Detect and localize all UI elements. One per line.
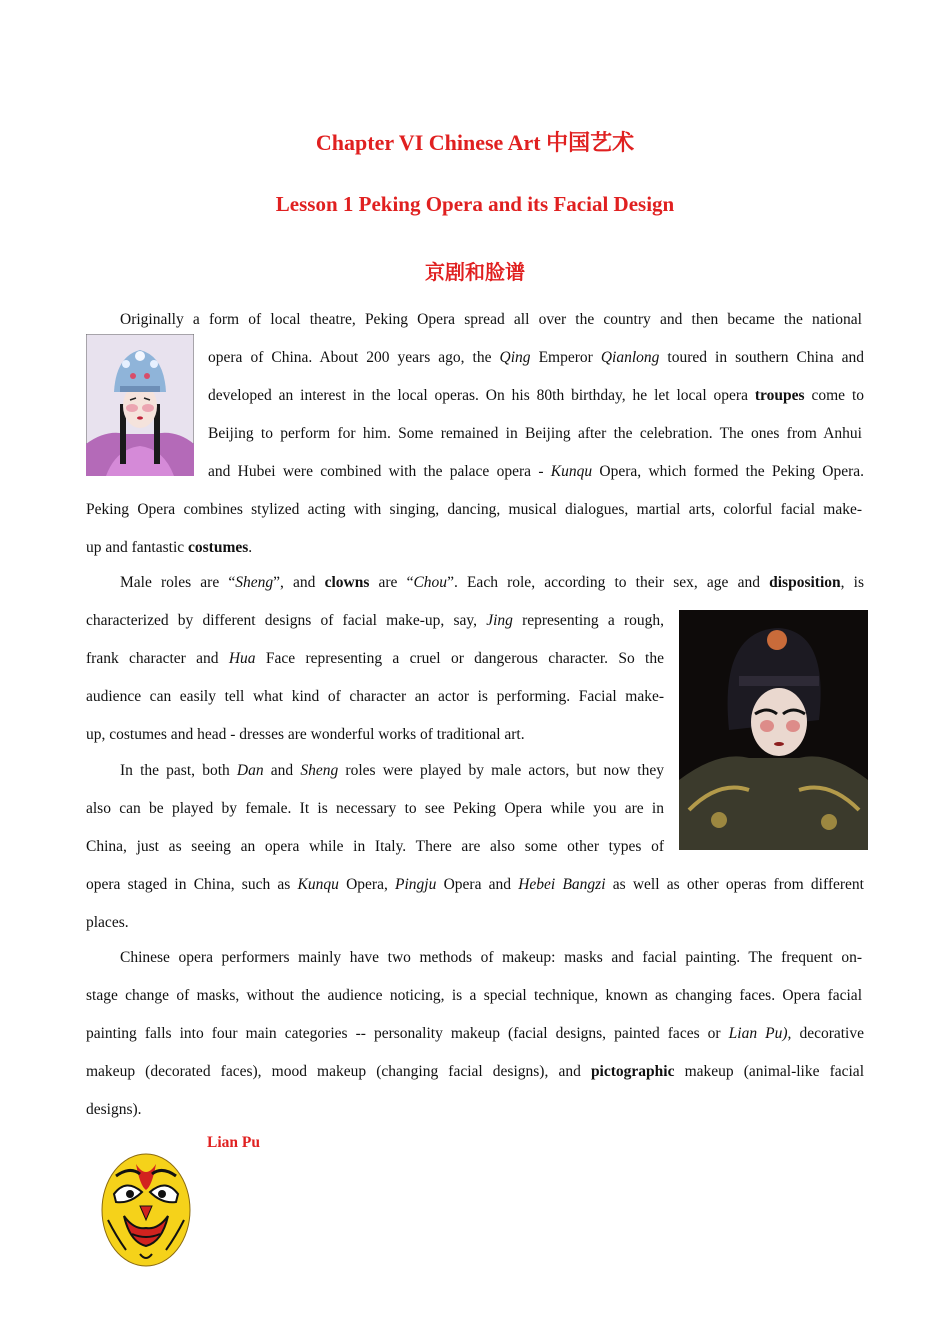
text-run: In the past, both — [120, 762, 237, 779]
italic-term: Qing — [499, 349, 531, 366]
text-run: decorative — [791, 1025, 864, 1042]
text-run: . — [248, 539, 253, 556]
p4-line-3 — [86, 1024, 864, 1044]
bold-term: troupes — [754, 387, 805, 404]
text-run: opera staged in China, such as — [86, 876, 298, 893]
p1-line-2 — [208, 348, 864, 368]
p4-line-5: designs). — [86, 1101, 142, 1118]
p2-line-1 — [120, 573, 864, 593]
p4-line-4 — [86, 1062, 864, 1082]
bold-term: clowns — [324, 574, 370, 591]
text-run: painting falls into four main categories -- personality makeup (facial designs, painted faces or — [86, 1025, 729, 1042]
bold-term: disposition — [769, 574, 841, 591]
italic-term: Kunqu — [550, 463, 593, 480]
text-run: makeup (decorated faces), mood makeup (changing facial designs), and — [86, 1063, 591, 1080]
p2-line-5: up, costumes and head - dresses are wonderful works of traditional art. — [86, 726, 525, 743]
text-run: Face representing a cruel or dangerous character. So the — [255, 650, 664, 667]
chinese-title: 京剧和脸谱 — [425, 262, 525, 284]
text-run: as well as other operas from different — [605, 876, 864, 893]
text-run: up and fantastic — [86, 539, 189, 556]
p1-line-1: Originally a form of local theatre, Peking Opera spread all over the country and then became the national — [120, 311, 862, 328]
lesson-title: Lesson 1 Peking Opera and its Facial Design — [275, 192, 675, 216]
opera-performer-photo — [86, 334, 194, 476]
p3-line-4 — [86, 875, 864, 895]
opera-mask-illustration — [96, 1150, 196, 1270]
text-run: Emperor — [530, 349, 601, 366]
p3-line-2: also can be played by female. It is necessary to see Peking Opera while you are in — [86, 800, 664, 817]
italic-term: Dan — [236, 762, 264, 779]
text-run: come to — [804, 387, 864, 404]
italic-term: Sheng — [300, 762, 339, 779]
text-run: Opera, which formed the Peking Opera. — [592, 463, 864, 480]
text-run: ”. Each role, according to their sex, age and — [447, 574, 770, 591]
bold-term: costumes — [188, 539, 249, 556]
p1-line-5 — [208, 462, 864, 482]
p3-line-3: China, just as seeing an opera while in Italy. There are also some other types of — [86, 838, 664, 855]
text-run: and — [263, 762, 301, 779]
p4-line-1: Chinese opera performers mainly have two methods of makeup: masks and facial painting. The frequent on- — [120, 949, 862, 966]
text-run: Opera and — [436, 876, 519, 893]
lian-pu-mask-image — [96, 1150, 196, 1270]
italic-term: Pingju — [395, 876, 437, 893]
text-run: representing a rough, — [512, 612, 664, 629]
p4-line-2: stage change of masks, without the audience noticing, is a special technique, known as changing faces. Opera facial — [86, 987, 862, 1004]
text-run: Male roles are “ — [120, 574, 236, 591]
text-run: ”, and — [273, 574, 325, 591]
text-run: are “ — [369, 574, 414, 591]
text-run: characterized by different designs of facial make-up, say, — [86, 612, 487, 629]
italic-term: Jing — [486, 612, 513, 629]
p1-line-3 — [208, 386, 864, 406]
text-run: toured in southern China and — [659, 349, 864, 366]
male-performer-illustration — [679, 610, 868, 850]
p1-line-4: Beijing to perform for him. Some remained in Beijing after the celebration. The ones from Anhui — [208, 425, 862, 442]
italic-term: Hua — [228, 650, 256, 667]
text-run: and Hubei were combined with the palace opera - — [208, 463, 551, 480]
p1-line-7 — [86, 538, 252, 558]
male-opera-performer-photo — [679, 610, 868, 850]
p3-line-5: places. — [86, 914, 129, 931]
p3-line-1 — [120, 761, 664, 781]
text-run: makeup (animal-like facial — [674, 1063, 864, 1080]
p2-line-2 — [86, 611, 664, 631]
text-run: frank character and — [86, 650, 229, 667]
text-run: , is — [840, 574, 864, 591]
italic-term: Kunqu — [297, 876, 339, 893]
italic-term: Chou — [413, 574, 448, 591]
text-run: opera of China. About 200 years ago, the — [208, 349, 500, 366]
bold-term: pictographic — [590, 1063, 675, 1080]
p2-line-4: audience can easily tell what kind of character an actor is performing. Facial make- — [86, 688, 664, 705]
italic-term: Hebei Bangzi — [518, 876, 606, 893]
lian-pu-caption: Lian Pu — [207, 1134, 260, 1151]
italic-term: Qianlong — [600, 349, 660, 366]
chapter-title: Chapter VI Chinese Art 中国艺术 — [315, 130, 635, 155]
performer-illustration — [86, 334, 194, 476]
text-run: developed an interest in the local operas. On his 80th birthday, he let local opera — [208, 387, 755, 404]
text-run: roles were played by male actors, but now they — [338, 762, 664, 779]
text-run: Opera, — [338, 876, 396, 893]
p2-line-3 — [86, 649, 664, 669]
italic-term: Lian Pu), — [728, 1025, 792, 1042]
p1-line-6: Peking Opera combines stylized acting with singing, dancing, musical dialogues, martial arts, colorful facial make- — [86, 501, 862, 518]
italic-term: Sheng — [235, 574, 274, 591]
